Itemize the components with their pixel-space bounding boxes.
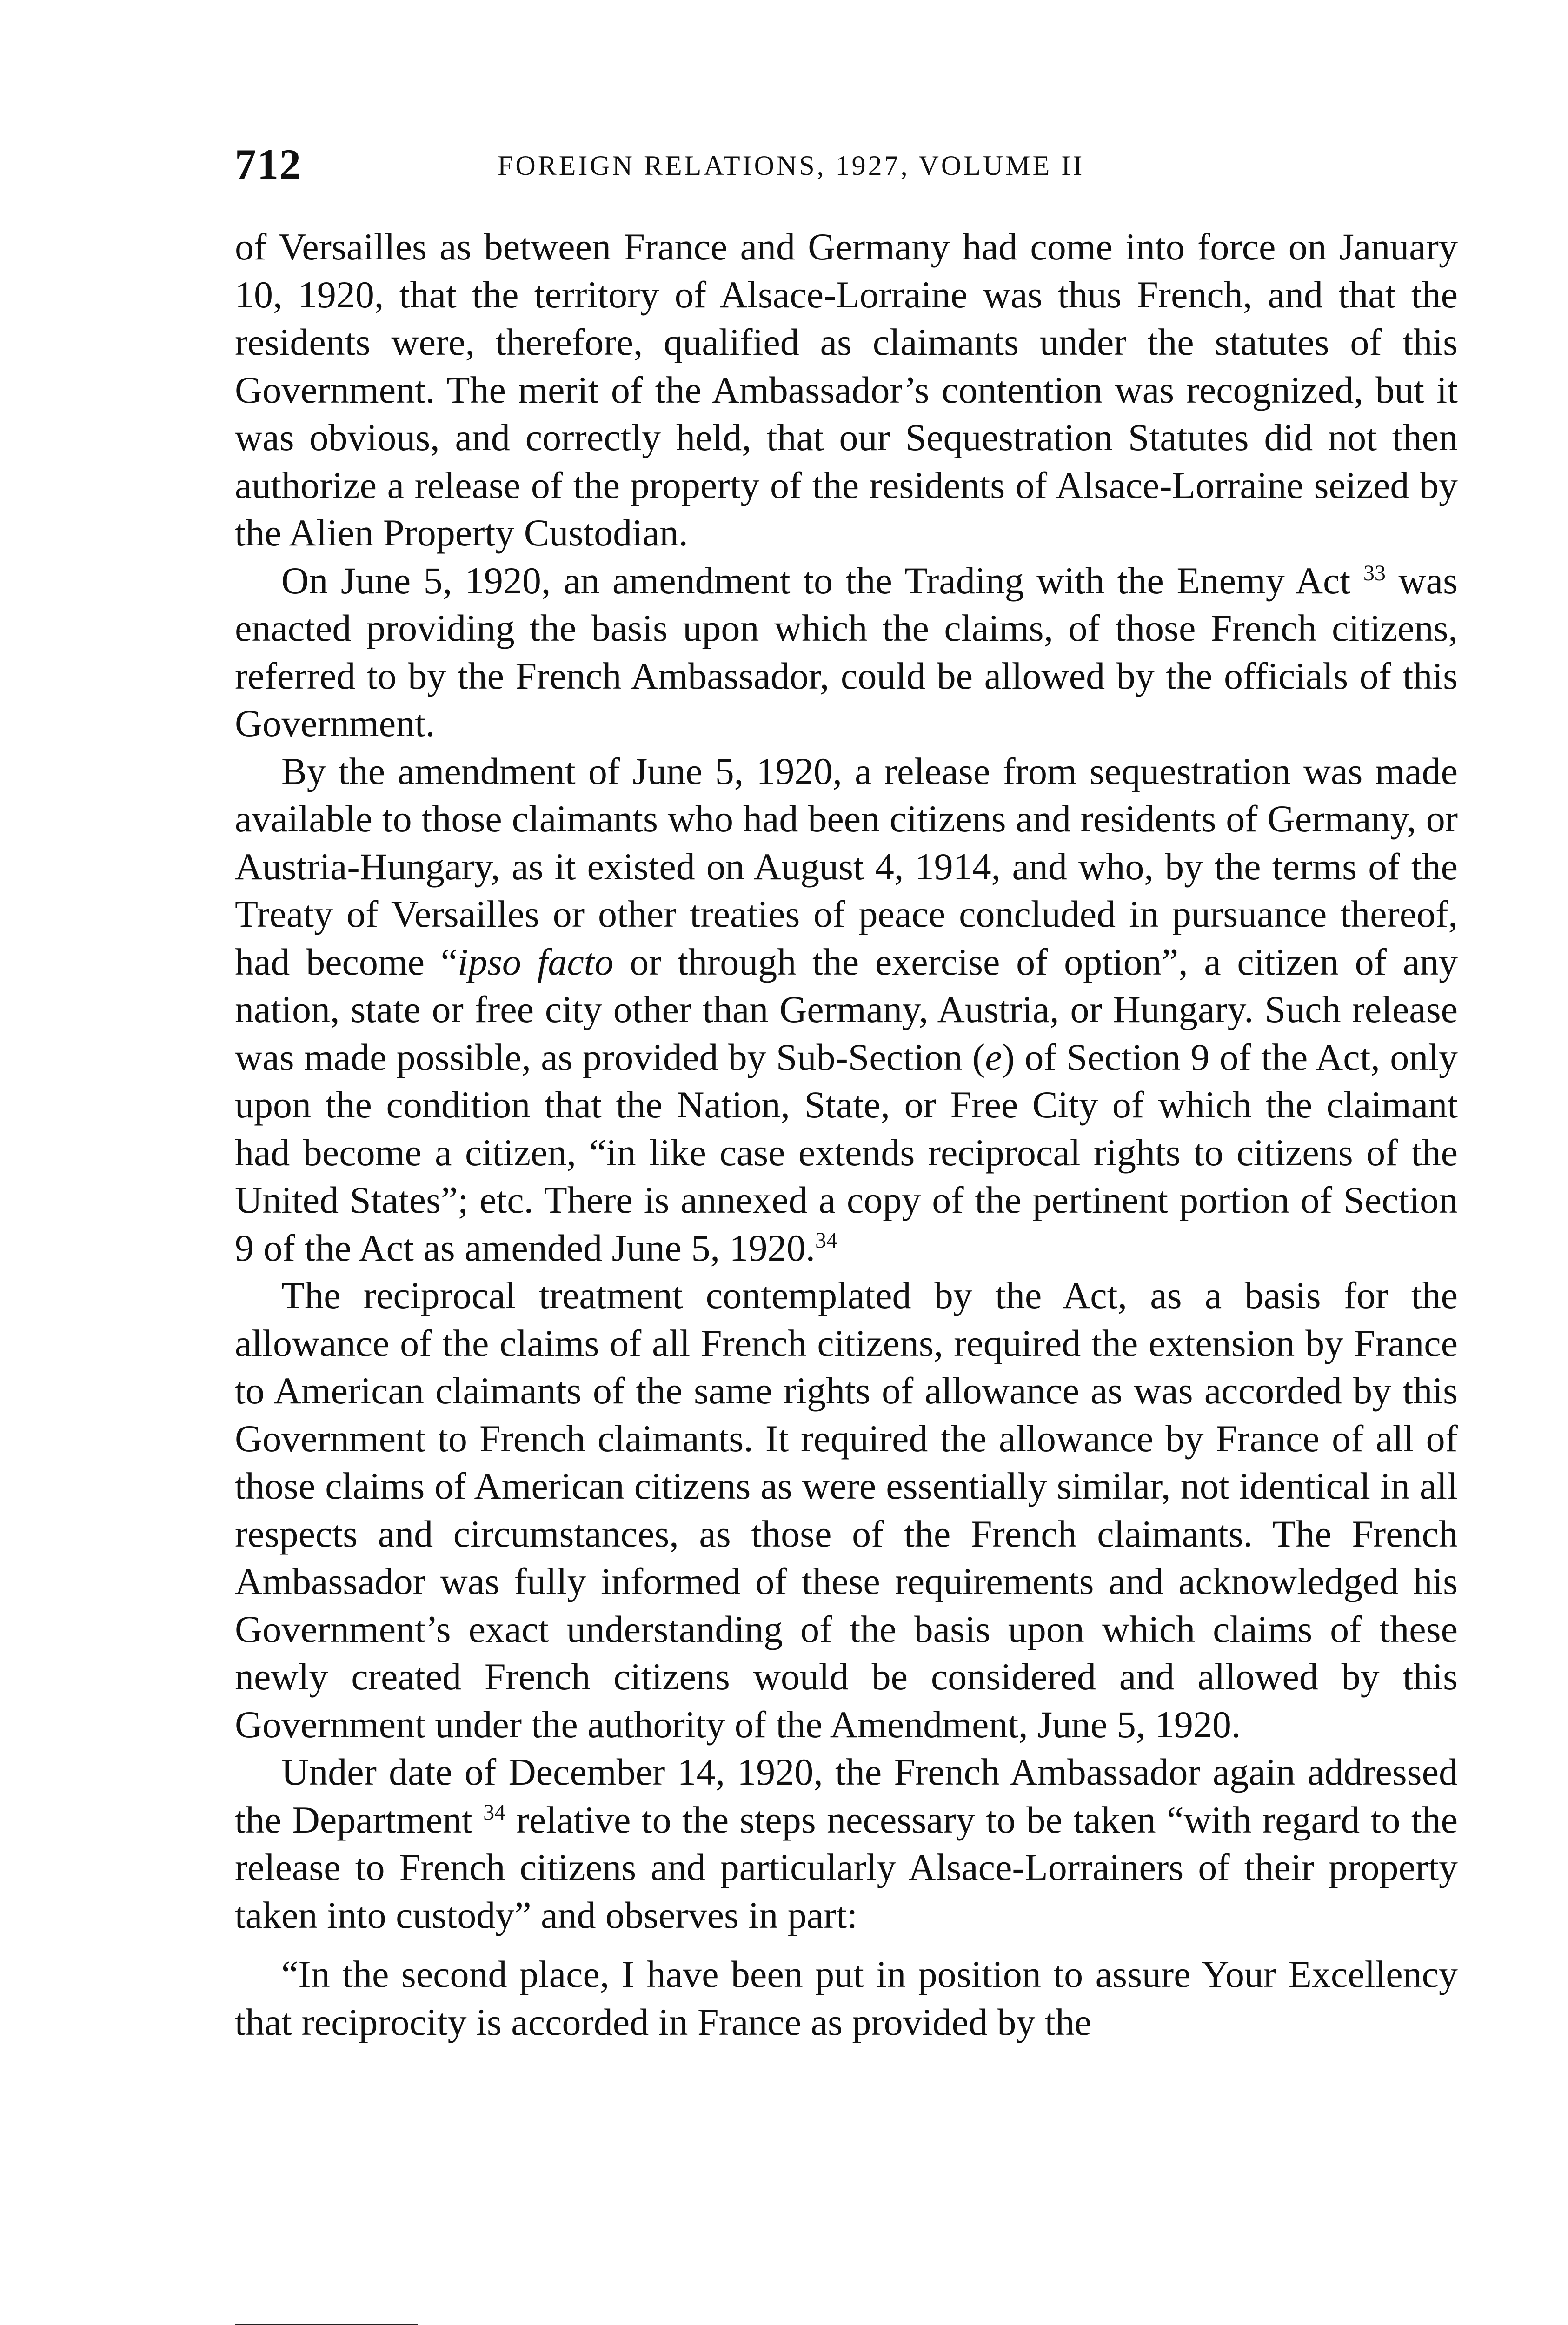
paragraph-text: On June 5, 1920, an amendment to the Trading with the Enemy Act — [281, 559, 1351, 602]
paragraph-text: “In the second place, I have been put in position to assure Your Excellency that reciprocity is accorded in France as provided by the — [235, 1953, 1458, 2043]
paragraph-text: was enacted providing the basis upon which the claims, of those French citizens, referred to by the French Ambassador, could be allowed by the officials of this Government. — [235, 559, 1458, 744]
body-text — [235, 223, 1458, 2046]
paragraph-4 — [235, 1272, 1458, 1748]
page-number: 712 — [235, 140, 302, 188]
page-header — [235, 140, 1458, 195]
footnote-reference: 34 — [483, 1800, 506, 1825]
paragraph-text: Under date of December 14, 1920, the French Ambassador again addressed the Department — [235, 1751, 1458, 1841]
paragraph-2 — [235, 557, 1458, 748]
paragraph-1 — [235, 223, 1458, 557]
running-title: FOREIGN RELATIONS, 1927, VOLUME II — [498, 150, 1085, 181]
footnote-reference: 34 — [815, 1228, 837, 1253]
quoted-paragraph — [235, 1951, 1458, 2046]
paragraph-5 — [235, 1748, 1458, 1939]
paragraph-text: of Versailles as between France and Germany had come into force on January 10, 1920, that the territory of Alsace-Lorraine was thus French, and that the residents were, therefore, qualified as claimants under the statutes of this Government. The merit of the Ambassador’s contention was recognized, but it was obvious, and correctly held, that our Sequestration Statutes did not then authorize a release of the property of the residents of Alsace-Lorraine seized by the Alien Property Custodian. — [235, 226, 1458, 554]
paragraph-text: or through the exercise of option”, a citizen of any nation, state or free city other than Germany, Austria, or Hungary. Such release was made possible, as provided by Sub-Section ( — [235, 940, 1458, 1078]
paragraph-text: By the amendment of June 5, 1920, a release from sequestration was made available to those claimants who had been citizens and residents of Germany, or Austria-Hungary, as it existed on August 4, 1914, and who, by the terms of the Treaty of Versailles or other treaties of peace concluded in pursuance thereof, had become “ — [235, 750, 1458, 983]
italic-letter: e — [985, 1036, 1002, 1078]
paragraph-text: The reciprocal treatment contemplated by the Act, as a basis for the allowance of the claims of all French citizens, required the extension by France to American claimants of the same rights of allowance as was accorded by this Government to French claimants. It required the allowance by France of all of those claims of American citizens as were essentially similar, not identical in all respects and circumstances, as those of the French claimants. The French Ambassador was fully informed of these requirements and acknowledged his Government’s exact understanding of the basis upon which claims of these newly created French citizens would be considered and allowed by this Government under the authority of the Amendment, June 5, 1920. — [235, 1274, 1458, 1746]
paragraph-text: relative to the steps necessary to be taken “with regard to the release to French citizens and particularly Alsace-Lorrainers of their property taken into custody” and observes in part: — [235, 1798, 1458, 1936]
paragraph-text: ) of Section 9 of the Act, only upon the condition that the Nation, State, or Free City of which the claimant had become a citizen, “in like case extends reciprocal rights to citizens of the United States”; etc. There is annexed a copy of the pertinent portion of Section 9 of the Act as amended June 5, 1920. — [235, 1036, 1458, 1269]
footnote-reference: 33 — [1363, 560, 1386, 585]
italic-phrase: ipso facto — [458, 940, 614, 983]
paragraph-3 — [235, 748, 1458, 1272]
